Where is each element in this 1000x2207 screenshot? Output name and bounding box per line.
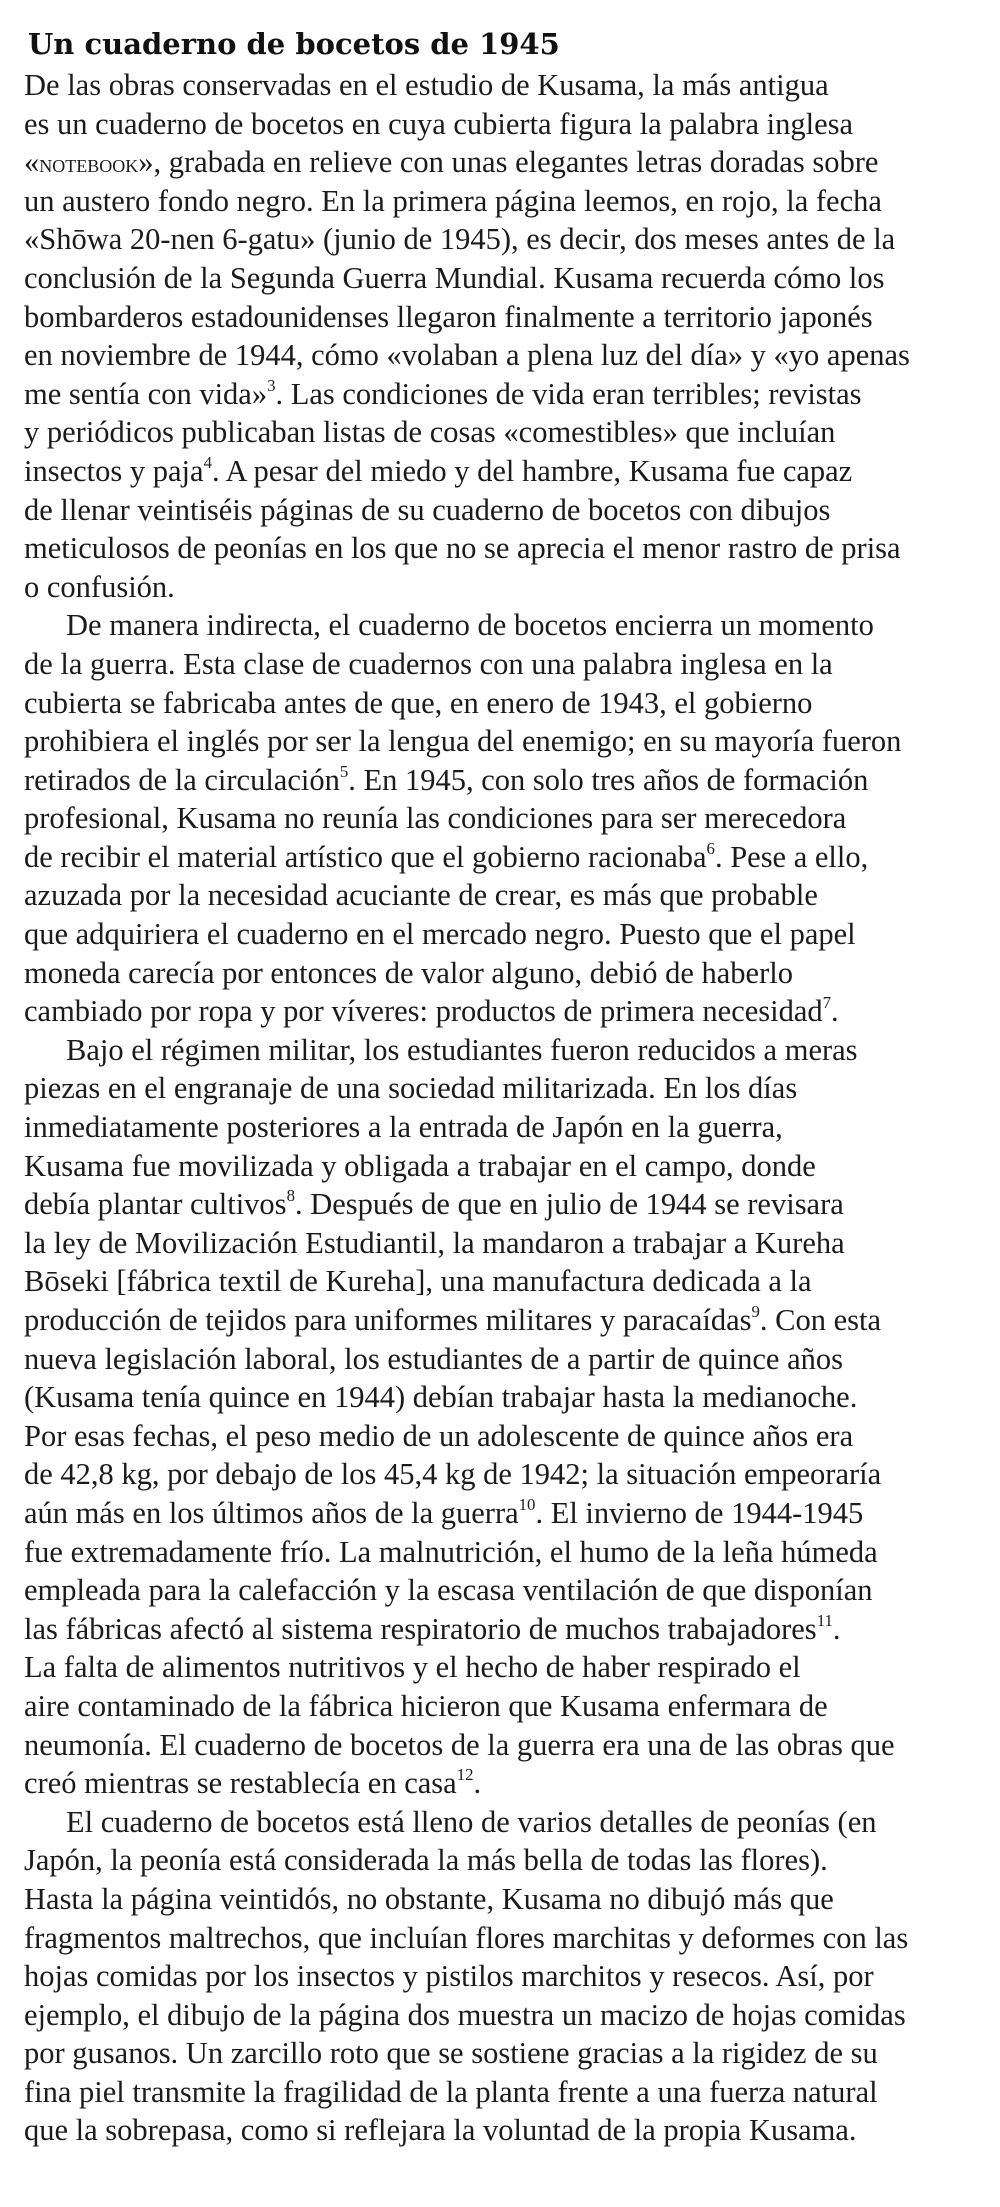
footnote-reference: 9	[751, 1302, 760, 1322]
text-line: profesional, Kusama no reunía las condiciones para ser merecedora	[24, 801, 847, 836]
text-line: en noviembre de 1944, cómo «volaban a plena luz del día» y «yo apenas	[24, 338, 910, 373]
footnote-reference: 12	[456, 1765, 474, 1785]
text-line: El cuaderno de bocetos está lleno de varios detalles de peonías (en	[66, 1804, 877, 1839]
text-line: de recibir el material artístico que el gobierno racionaba$^6$. Pese a ello,	[24, 839, 869, 874]
text-line: insectos y paja$^4$. A pesar del miedo y del hambre, Kusama fue capaz	[24, 453, 853, 488]
text-line: conclusión de la Segunda Guerra Mundial. Kusama recuerda cómo los	[24, 260, 885, 295]
text-line: de la guerra. Esta clase de cuadernos con una palabra inglesa en la	[24, 646, 833, 681]
text-line: producción de tejidos para uniformes militares y paracaídas$^9$. Con esta	[24, 1302, 882, 1337]
text-line: «Shōwa 20-nen 6-gatu» (junio de 1945), es decir, dos meses antes de la	[24, 222, 896, 257]
footnote-reference: 4	[203, 453, 212, 473]
text-line: Kusama fue movilizada y obligada a trabajar en el campo, donde	[24, 1148, 816, 1183]
small-caps-word: notebook	[39, 149, 139, 179]
text-line: prohibiera el inglés por ser la lengua del enemigo; en su mayoría fueron	[24, 724, 902, 759]
text-line: aire contaminado de la fábrica hicieron que Kusama enfermara de	[24, 1688, 828, 1723]
text-line: es un cuaderno de bocetos en cuya cubierta figura la palabra inglesa	[24, 106, 854, 141]
paragraph	[24, 1031, 1000, 1803]
text-line: o confusión.	[24, 569, 175, 604]
text-line: inmediatamente posteriores a la entrada de Japón en la guerra,	[24, 1110, 783, 1145]
text-line: la ley de Movilización Estudiantil, la mandaron a trabajar a Kureha	[24, 1225, 845, 1260]
text-line: aún más en los últimos años de la guerra$^{10}$. El invierno de 1944-1945	[24, 1495, 864, 1530]
text-line: me sentía con vida»$^3$. Las condiciones de vida eran terribles; revistas	[24, 375, 862, 411]
text-line: (Kusama tenía quince en 1944) debían trabajar hasta la medianoche.	[24, 1380, 858, 1415]
footnote-reference: 7	[822, 993, 832, 1013]
footnote-reference: 5	[339, 761, 349, 781]
text-line: piezas en el engranaje de una sociedad militarizada. En los días	[24, 1071, 798, 1106]
text-line: fue extremadamente frío. La malnutrición, el humo de la leña húmeda	[24, 1534, 878, 1569]
text-line: «notebook», grabada en relieve con unas elegantes letras doradas sobre	[24, 145, 879, 180]
text-line: que adquiriera el cuaderno en el mercado negro. Puesto que el papel	[24, 917, 856, 952]
text-line: nueva legislación laboral, los estudiantes de a partir de quince años	[24, 1341, 843, 1376]
footnote-reference: 6	[706, 839, 715, 859]
footnote-reference: 11	[816, 1610, 833, 1630]
text-line: creó mientras se restablecía en casa$^{12}$.	[24, 1765, 482, 1801]
text-line: debía plantar cultivos$^8$. Después de que en julio de 1944 se revisara	[24, 1186, 844, 1222]
paragraph	[24, 1803, 1000, 2150]
text-line: Bōseki [fábrica textil de Kureha], una manufactura dedicada a la	[24, 1264, 812, 1299]
text-line: que la sobrepasa, como si reflejara la voluntad de la propia Kusama.	[24, 2113, 857, 2148]
text-line: hojas comidas por los insectos y pistilos marchitos y resecos. Así, por	[24, 1959, 874, 1994]
text-line: De manera indirecta, el cuaderno de bocetos encierra un momento	[66, 608, 874, 643]
text-line: La falta de alimentos nutritivos y el hecho de haber respirado el	[24, 1650, 801, 1685]
text-line: De las obras conservadas en el estudio de Kusama, la más antigua	[24, 68, 829, 102]
footnote-reference: 8	[286, 1186, 295, 1206]
text-line: Por esas fechas, el peso medio de un adolescente de quince años era	[24, 1418, 854, 1453]
text-line: las fábricas afectó al sistema respiratorio de muchos trabajadores$^{11}$.	[24, 1610, 841, 1646]
text-line: moneda carecía por entonces de valor alguno, debió de haberlo	[24, 955, 793, 990]
text-line: un austero fondo negro. En la primera página leemos, en rojo, la fecha	[24, 183, 882, 218]
text-line: empleada para la calefacción y la escasa ventilación de que disponían	[24, 1573, 873, 1608]
text-line: por gusanos. Un zarcillo roto que se sostiene gracias a la rigidez de su	[24, 2036, 878, 2071]
text-line: y periódicos publicaban listas de cosas «comestibles» que incluían	[24, 415, 836, 450]
footnote-reference: 3	[267, 375, 276, 395]
article-body	[24, 66, 1000, 2150]
footnote-reference: 10	[518, 1495, 536, 1515]
text-line: cubierta se fabricaba antes de que, en enero de 1943, el gobierno	[24, 685, 813, 720]
text-line: retirados de la circulación$^5$. En 1945, con solo tres años de formación	[24, 761, 869, 797]
text-line: bombarderos estadounidenses llegaron finalmente a territorio japonés	[24, 299, 873, 334]
text-line: Bajo el régimen militar, los estudiantes fueron reducidos a meras	[66, 1032, 858, 1067]
text-line: cambiado por ropa y por víveres: productos de primera necesidad$^7$.	[24, 993, 839, 1029]
text-line: fragmentos maltrechos, que incluían flores marchitas y deformes con las	[24, 1920, 909, 1955]
text-line: Hasta la página veintidós, no obstante, Kusama no dibujó más que	[24, 1881, 834, 1916]
text-line: Japón, la peonía está considerada la más bella de todas las flores).	[24, 1843, 828, 1878]
text-line: fina piel transmite la fragilidad de la planta frente a una fuerza natural	[24, 2074, 878, 2109]
text-line: ejemplo, el dibujo de la página dos muestra un macizo de hojas comidas	[24, 1997, 906, 2032]
paragraph	[24, 66, 1000, 606]
section-heading: Un cuaderno de bocetos de 1945	[28, 27, 560, 61]
text-line: azuzada por la necesidad acuciante de crear, es más que probable	[24, 878, 818, 913]
text-line: neumonía. El cuaderno de bocetos de la guerra era una de las obras que	[24, 1727, 895, 1762]
text-line: de 42,8 kg, por debajo de los 45,4 kg de 1942; la situación empeoraría	[24, 1457, 882, 1492]
text-line: de llenar veintiséis páginas de su cuaderno de bocetos con dibujos	[24, 492, 831, 527]
text-line: meticulosos de peonías en los que no se aprecia el menor rastro de prisa	[24, 531, 901, 566]
paragraph	[24, 606, 1000, 1031]
